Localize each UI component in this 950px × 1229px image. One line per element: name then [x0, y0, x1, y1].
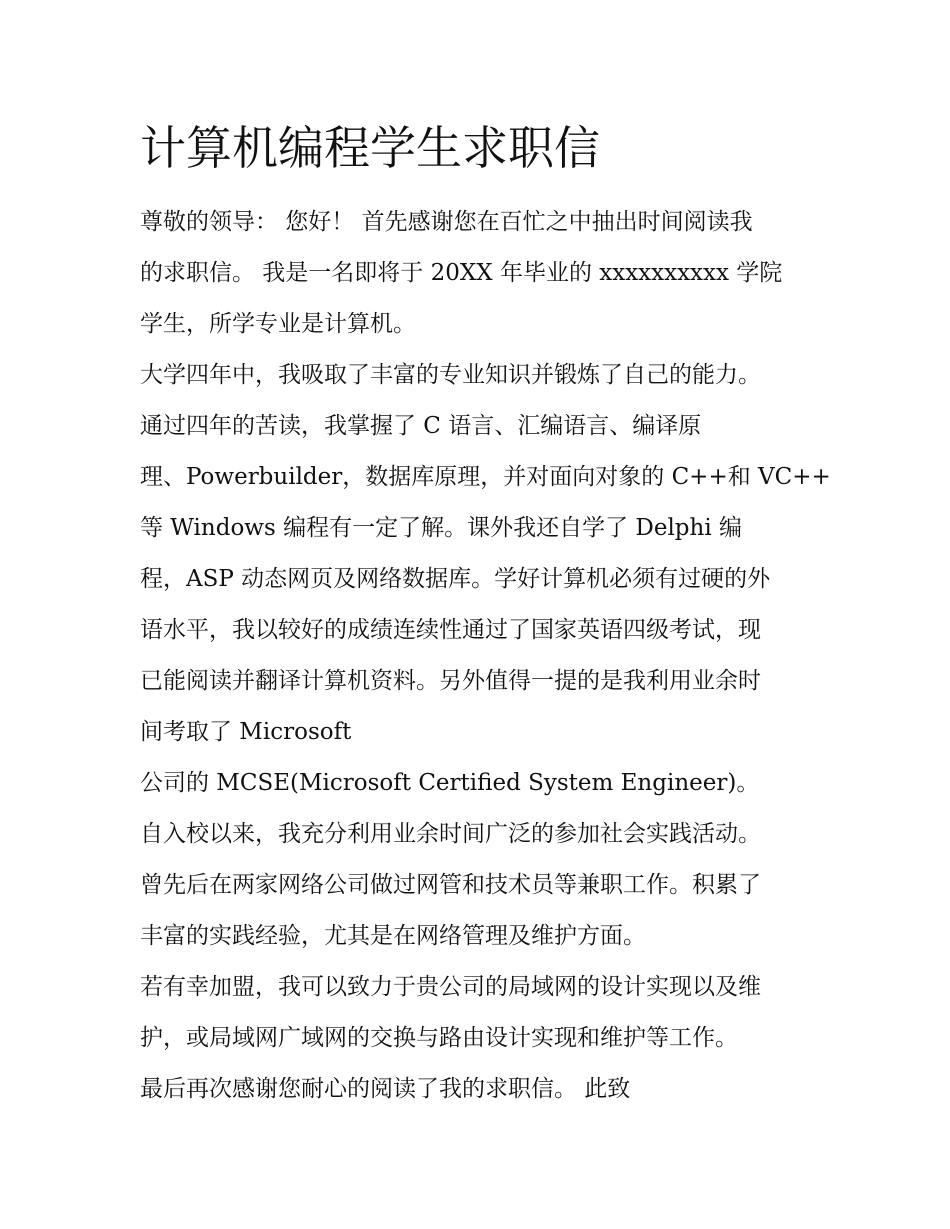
body-line: 的求职信。 我是一名即将于 20XX 年毕业的 xxxxxxxxxx 学院	[140, 260, 783, 286]
body-line: 已能阅读并翻译计算机资料。另外值得一提的是我利用业余时	[140, 668, 761, 694]
body-line: 丰富的实践经验，尤其是在网络管理及维护方面。	[140, 923, 646, 949]
document-title: 计算机编程学生求职信	[140, 121, 600, 175]
body-line: 尊敬的领导： 您好！ 首先感谢您在百忙之中抽出时间阅读我	[140, 209, 753, 235]
body-line: 语水平，我以较好的成绩连续性通过了国家英语四级考试，现	[140, 617, 761, 643]
body-line: 最后再次感谢您耐心的阅读了我的求职信。 此致	[140, 1076, 631, 1102]
body-line: 等 Windows 编程有一定了解。课外我还自学了 Delphi 编	[140, 515, 743, 541]
body-line: 护，或局域网广域网的交换与路由设计实现和维护等工作。	[140, 1025, 738, 1051]
body-line: 通过四年的苦读，我掌握了 C 语言、汇编语言、编译原	[140, 413, 702, 439]
body-line: 曾先后在两家网络公司做过网管和技术员等兼职工作。积累了	[140, 872, 761, 898]
body-line: 大学四年中，我吸取了丰富的专业知识并锻炼了自己的能力。	[140, 362, 761, 388]
body-line: 间考取了 Microsoft	[140, 719, 352, 745]
letter-body	[140, 197, 830, 1115]
body-line: 自入校以来，我充分利用业余时间广泛的参加社会实践活动。	[140, 821, 761, 847]
body-line: 理、Powerbuilder，数据库原理，并对面向对象的 C++和 VC++	[140, 464, 831, 490]
body-line: 若有幸加盟，我可以致力于贵公司的局域网的设计实现以及维	[140, 974, 761, 1000]
body-line: 程，ASP 动态网页及网络数据库。学好计算机必须有过硬的外	[140, 566, 771, 592]
body-line: 公司的 MCSE(Microsoft Certified System Engineer)。	[140, 770, 760, 796]
body-line: 学生，所学专业是计算机。	[140, 311, 416, 337]
